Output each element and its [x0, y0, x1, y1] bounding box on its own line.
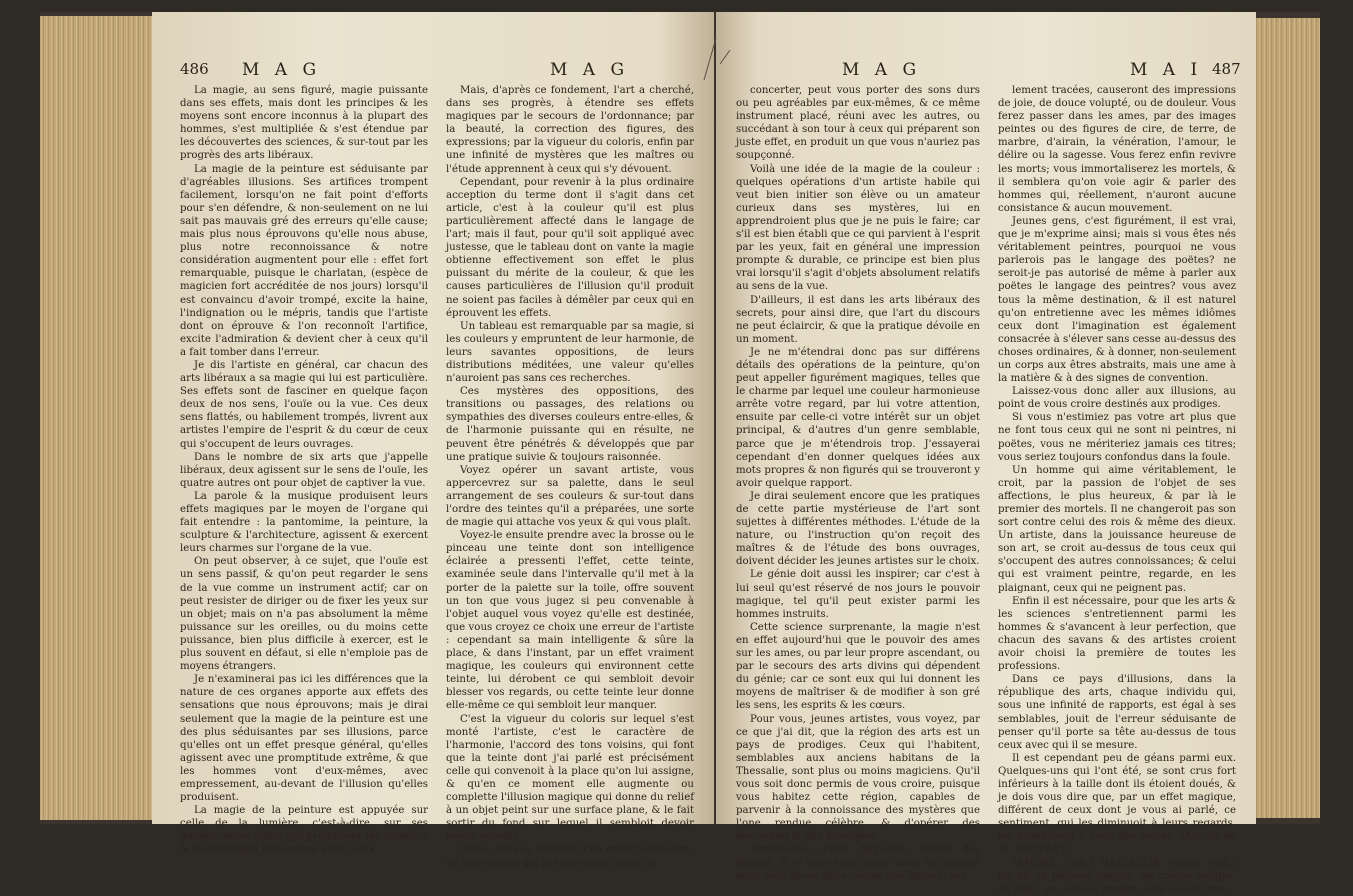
open-book	[40, 12, 1320, 895]
page-stack-left	[40, 16, 158, 820]
left-page-column-1	[180, 84, 428, 857]
page-stack-right	[1248, 18, 1320, 818]
paragraph: Voyez opérer un savant artiste, vous appercevrez sur sa palette, dans le seul arrangement de ses couleurs & sur-tout dans l'ordre des teintes qu'il a préparées, une sorte de magie qui attache vos yeux & qui vous plaît.	[446, 464, 694, 529]
paragraph: Enfin il est nécessaire, pour que les arts & les sciences s'entretiennent parmi les hommes & s'avancent à leur perfection, que chacun des savans & des artistes croient avoir choisi la première de toutes les professions.	[998, 595, 1236, 673]
paragraph: MAIGRE, (adj.) MAIGREUR, (subst. fém.) On dit un pinceau maigre, un crayon maigre, un trait, un contour maigre, une touche mai-	[998, 857, 1236, 895]
paragraph: Mais, d'après ce fondement, l'art a cherché, dans ses progrès, à étendre ses effets magiques par le secours de l'ordonnance; par la beauté, la correction des figures, des expressions; par la vigueur du coloris, enfin par une infinité de mystères que les maîtres ou l'étude apprennent à ceux qui s'y dévouent.	[446, 85, 694, 175]
paragraph: Dans le nombre de six arts que j'appelle libéraux, deux agissent sur le sens de l'ouïe, les quatre autres ont pour objet de captiver la vue.	[180, 451, 428, 489]
paragraph: C'est la vigueur du coloris sur lequel s'est monté l'artiste, c'est le caractère de l'harmonie, l'accord des tons voisins, qui font que la teinte dont j'ai parlé est précisément celle qui convenoit à la place qu'on lui assigne, & qu'en ce moment elle augmente ou complette l'illusion magique qui donne du relief à un objet peint sur une surface plane, & le fait sortir du fond sur lequel il sembloit devoir rester attaché.	[446, 713, 694, 843]
paragraph: Cependant, pour revenir à la plus ordinaire acception du terme dont il s'agit dans cet article, c'est à la couleur qu'il est plus particulièrement affecté dans le langage de l'art; mais il faut, pour qu'il soit appliqué avec justesse, que le tableau dont on vante la magie obtienne effectivement son effet le plus puissant du mérite de la couleur, & que les causes particulières de l'illusion qu'il produit ne soient pas faciles à démêler par ceux qui en éprouvent les effets.	[446, 176, 694, 319]
paragraph: On peut observer, à ce sujet, que l'ouïe est un sens passif, & qu'on peut regarder le sens de la vue comme un instrument actif; car on peut resister de diriger ou de fixer les yeux sur un objet; mais on n'a pas absolument la même puissance sur les oreilles, ou du moins cette puissance, bien plus difficile à exercer, est le plus souvent en défaut, si elle n'emploie pas de moyens étrangers.	[180, 556, 428, 673]
left-page	[152, 12, 714, 869]
paragraph: Le génie doit aussi les inspirer; car c'est à lui seul qu'est réservé de nos jours le pouvoir magique, tel qu'il peut exister parmi les hommes instruits.	[736, 569, 980, 620]
paragraph: Ces mystères des oppositions, des transitions ou passages, des relations ou sympathies des diverses couleurs entre-elles, & de l'harmonie puissante qui en résulte, ne peuvent être pénétrés & développés que par une pratique suivie & toujours raisonnée.	[446, 386, 694, 463]
left-page-column-2	[446, 84, 694, 870]
right-page-column-2	[998, 84, 1236, 896]
right-page	[716, 12, 1256, 895]
paragraph: Laissez-vous donc aller aux illusions, au point de vous croire destinés aux prodiges.	[998, 386, 1236, 411]
paragraph: Un homme qui aime véritablement, le croit, par la passion de l'objet de ses affections, le plus heureux, & par là le premier des mortels. Il ne changeroit pas son sort contre celui des rois & même des dieux. Un artiste, dans la jouissance heureuse de son art, se croit au-dessus de tous ceux qui s'occupent des autres connoissances; & celui qui est vraiment peintre, regarde, en les plaignant, ceux qui ne peignent pas.	[998, 464, 1236, 594]
paragraph: Il est cependant peu de géans parmi eux. Quelques-uns qui l'ont été, se sont crus fort inférieurs à la taille dont ils étoient doués, & je dois vous dire que, par un effet magique, différent de ceux dont je vous ai parlé, ce sentiment, qui les diminuoit à leurs regards, les grandissoit à ceux des autres. (Article de M. WATELET.)	[998, 752, 1236, 856]
paragraph: Ainsi, dans la réunion d'un grand orchestre, un instrument qui prélude seul, avant de	[446, 844, 694, 869]
paragraph: La magie de la peinture est appuyée sur celle de la lumière, c'est-à-dire, sur ses innombrables effets qui produisent les couleurs & les modifient sans cesse à nos yeux.	[180, 805, 428, 856]
paragraph: D'ailleurs, il est dans les arts libéraux des secrets, pour ainsi dire, que l'art du discours ne peut éclaircir, & que la pratique dévoile en un moment.	[736, 294, 980, 345]
paragraph: Voilà une idée de la magie de la couleur : quelques opérations d'un artiste habile qui veut bien initier son élève ou un amateur curieux dans ses mystères, lui en apprendroient plus que je ne puis le faire; car s'il est bien établi que ce qui parvient à l'esprit par les yeux, fait en général une impression prompte & durable, ce principe est bien plus vrai lorsqu'il s'agit d'objets absolument relatifs au sens de la vue.	[736, 163, 980, 293]
paragraph: La parole & la musique produisent leurs effets magiques par le moyen de l'organe qui fait entendre : la pantomime, la peinture, la sculpture & l'architecture, agissent & exercent leurs charmes sur l'organe de la vue.	[180, 490, 428, 555]
paragraph: La magie de la peinture est séduisante par d'agréables illusions. Ses artifices trompent facilement, lorsqu'on ne fait point d'efforts pour s'en défendre, & non-seulement on ne lui sait pas mauvais gré des erreurs qu'elle cause; mais plus nous éprouvons qu'elle nous abuse, plus notre reconnoissance & notre considération augmentent pour elle : effet fort remarquable, puisque le charlatan, (espèce de magicien fort accréditée de nos jours) lorsqu'il est convaincu d'avoir trompé, excite la haine, l'indignation ou le mépris, tandis que l'artiste dont on éprouve & l'on reconnoît l'artifice, excite l'admiration & devient cher à ceux qu'il a fait tomber dans l'erreur.	[180, 163, 428, 358]
pencil-mark-icon	[690, 30, 740, 85]
paragraph: Jeunes gens, c'est figurément, il est vrai, que je m'exprime ainsi; mais si vous êtes nés véritablement peintres, pourquoi ne vous parlerois pas le langage des poëtes? ne seroit-je pas autorisé de même à parler aux poëtes le langage des peintres? vous avez tous la même destination, & il est naturel qu'on entretienne avec les mêmes idiômes ceux dont l'imagination est également consacrée à s'élever sans cesse au-dessus des choses ordinaires, & à donner, non-seulement un corps aux êtres abstraits, mais une ame à la matière & à des signes de convention.	[998, 215, 1236, 385]
paragraph: Pour vous, jeunes artistes, vous voyez, par ce que j'ai dit, que la région des arts est un pays de prodiges. Ceux qui l'habitent, semblables aux anciens habitans de la Thessalie, sont plus ou moins magiciens. Qu'il vous soit donc permis de vous croire, puisque vous habitez cette région, capables de parvenir à la connoissance des mystères que l'one rendue célèbre, & d'opérer des merveilles & des prestiges.	[736, 713, 980, 843]
paragraph: Dans ce pays d'illusions, dans la république des arts, chaque individu qui, sous une infinité de rapports, est égal à ses semblables, jouit de l'erreur séduisante de penser qu'il porte sa tête au-dessus de tous ceux avec qui il se mesure.	[998, 674, 1236, 751]
paragraph: Je ne m'étendrai donc pas sur différens détails des opérations de la peinture, qu'on peut appeller figurément magiques, telles que le charme par lequel une couleur harmonieuse arrête votre regard, par lui votre attention, ensuite par celle-ci votre intérêt sur un objet principal, & d'autres d'un genre semblable, parce que je m'étendrois trop. J'essayerai cependant d'en donner quelques idées aux mots propres & non figurés qui se trouveront y avoir quelque rapport.	[736, 346, 980, 489]
right-page-column-1	[736, 84, 980, 883]
paragraph: Armez-vous d'une baguette; tracez des figures, & si vous êtes initiés dans les secrets dont vous devez faire usage, ces figures, seu-	[736, 844, 980, 882]
running-head-left-2: M A G	[550, 60, 630, 80]
paragraph: La magie, au sens figuré, magie puissante dans ses effets, mais dont les principes & les moyens sont encore inconnus à la plupart des hommes, s'est multipliée & s'est étendue par les découvertes des sciences, & sur-tout par les progrès des arts libéraux.	[180, 85, 428, 162]
paragraph: Si vous n'estimiez pas votre art plus que ne font tous ceux qui ne sont ni peintres, ni poëtes, vous ne mériteriez jamais ces titres; vous seriez toujours confondus dans la foule.	[998, 412, 1236, 463]
page-number-left: 486	[180, 60, 209, 78]
running-head-right-2: M A I	[1130, 60, 1203, 80]
paragraph: Je dirai seulement encore que les pratiques de cette partie mystérieuse de l'art sont sujettes à différentes méthodes. L'étude de la nature, ou l'instruction qu'on reçoit des maîtres & de l'étude des bons ouvrages, doivent décider les jeunes artistes sur le choix.	[736, 490, 980, 568]
paragraph: Voyez-le ensuite prendre avec la brosse ou le pinceau une teinte dont son intelligence éclairée a pressenti l'effet, cette teinte, examinée seule dans l'intervalle qu'il met à la porter de la palette sur la toile, offre souvent un ton que vous jugez si peu convenable à l'objet auquel vous voyez qu'elle est destinée, que vous croyez ce choix une erreur de l'artiste : cependant sa main intelligente & sûre la place, & dans l'instant, par un effet vraiment magique, les couleurs qui environnent cette teinte, lui dérobent ce qui sembloit devoir blesser vos regards, ou cette teinte leur donne elle-même ce qui sembloit leur manquer.	[446, 530, 694, 712]
running-head-left-1: M A G	[242, 60, 322, 80]
running-head-right-1: M A G	[842, 60, 922, 80]
paragraph: Un tableau est remarquable par sa magie, si les couleurs y empruntent de leur harmonie, de leurs savantes oppositions, de leurs distributions méditées, une valeur qu'elles n'auroient pas sans ces recherches.	[446, 320, 694, 385]
paragraph: lement tracées, causeront des impressions de joie, de douce volupté, ou de douleur. Vous ferez passer dans les ames, par des images peintes ou des figures de cire, de terre, de marbre, d'airain, la vénération, l'amour, le délire ou la sagesse. Vous ferez enfin revivre les morts; vous immortaliserez les mortels, & il semblera qu'on voie agir & parler des hommes qui, réellement, n'auront aucune consistance & aucun mouvement.	[998, 85, 1236, 214]
paragraph: Je n'examinerai pas ici les différences que la nature de ces organes apporte aux effets des sensations que nous éprouvons; mais je dirai seulement que la magie de la peinture est une des plus séduisantes par ses illusions, parce qu'elles ont un effet presque général, qu'elles agissent avec une promptitude extrême, & que les hommes vont d'eux-mêmes, avec empressement, au-devant de l'illusion qu'elles produisent.	[180, 674, 428, 804]
paragraph: Cette science surprenante, la magie n'est en effet aujourd'hui que le pouvoir des ames sur les ames, ou par leur propre ascendant, ou par le secours des arts divins qui dépendent du génie; car ce sont eux qui lui donnent les moyens de maîtriser & de modifier à son gré les sens, les esprits & les cœurs.	[736, 621, 980, 712]
paragraph: Je dis l'artiste en général, car chacun des arts libéraux a sa magie qui lui est particulière. Ses effets sont de fasciner en quelque façon deux de nos sens, l'ouïe ou la vue. Ces deux sens flattés, ou habilement trompés, livrent aux artistes l'empire de l'esprit & du cœur de ceux qui s'occupent de leurs ouvrages.	[180, 359, 428, 450]
page-number-right: 487	[1212, 60, 1241, 78]
paragraph: concerter, peut vous porter des sons durs ou peu agréables par eux-mêmes, & ce même instrument placé, réuni avec les autres, ou succédant à son tour à ceux qui préparent son juste effet, en produit un que vous n'auriez pas soupçonné.	[736, 85, 980, 162]
